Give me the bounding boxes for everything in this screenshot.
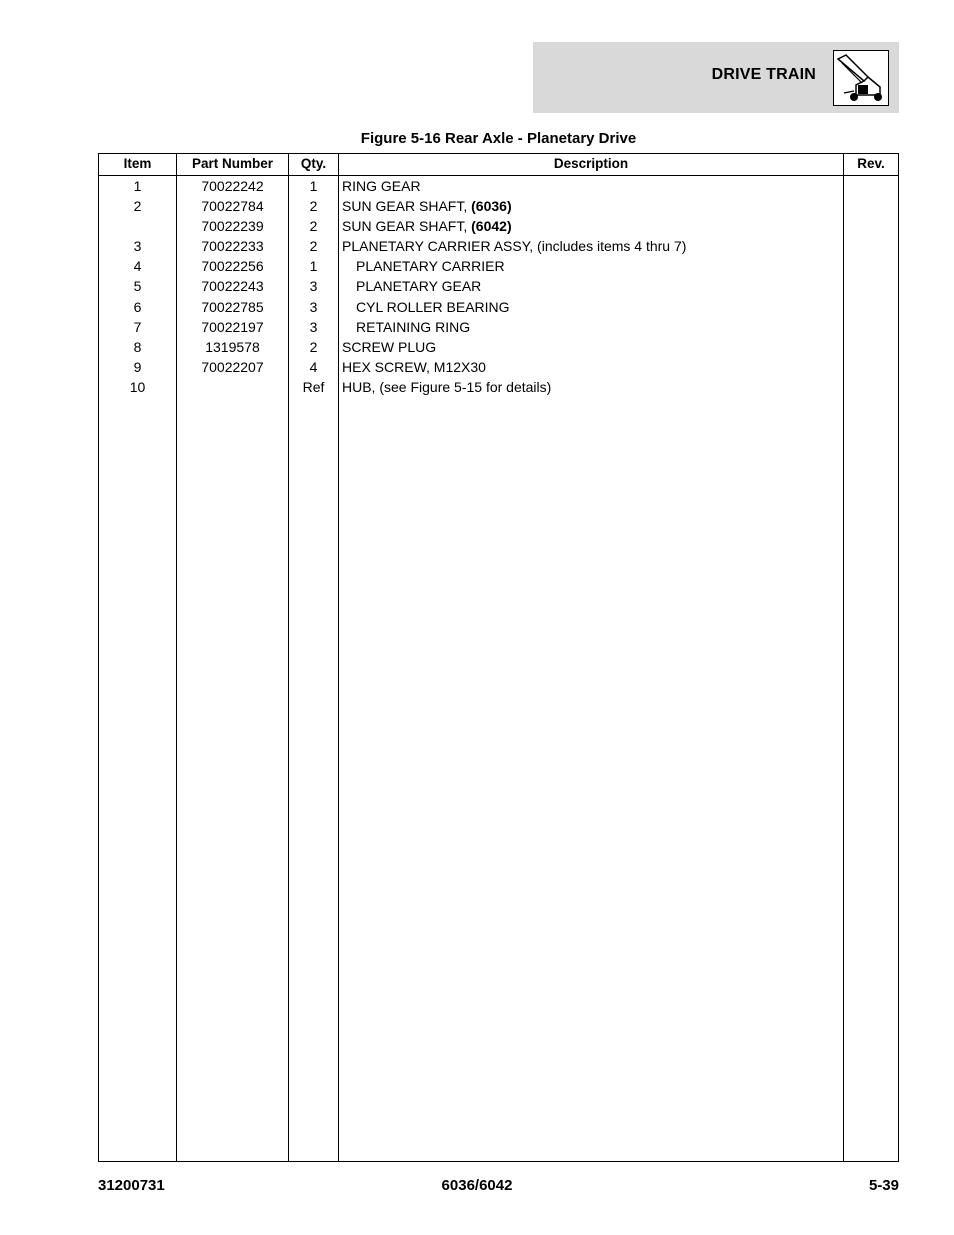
qty-cell: 3 <box>309 298 318 315</box>
qty-cell: 2 <box>309 338 318 355</box>
description-text: HEX SCREW, M12X30 <box>342 358 486 375</box>
description-text: SCREW PLUG <box>342 338 437 355</box>
description-text: PLANETARY GEAR <box>356 278 482 295</box>
description-text: PLANETARY CARRIER ASSY, (includes items 4 thru 7) <box>342 238 687 255</box>
description-text: PLANETARY CARRIER <box>356 258 505 275</box>
section-title: DRIVE TRAIN <box>711 66 816 83</box>
description-cell <box>342 176 842 196</box>
part-number-cell: 70022197 <box>201 318 264 335</box>
machine-icon <box>833 50 889 106</box>
part-number-cell: 70022239 <box>201 218 264 235</box>
part-number-cell: 70022242 <box>201 178 264 194</box>
item-cell: 8 <box>133 338 142 355</box>
table-row <box>99 317 898 337</box>
description-cell <box>342 216 842 236</box>
table-row <box>99 377 898 397</box>
part-number-cell: 70022785 <box>201 298 264 315</box>
description-text: RETAINING RING <box>356 318 471 335</box>
qty-cell: 3 <box>309 278 318 295</box>
item-cell: 7 <box>133 318 142 335</box>
item-cell: 9 <box>133 358 142 375</box>
table-row <box>99 196 898 216</box>
qty-cell: 4 <box>309 358 318 375</box>
qty-cell: 3 <box>309 318 318 335</box>
description-cell <box>342 357 842 377</box>
part-number-cell: 70022243 <box>201 278 264 295</box>
table-row <box>99 236 898 256</box>
description-cell <box>342 236 842 256</box>
description-cell <box>342 337 842 357</box>
description-text: RING GEAR <box>342 178 421 194</box>
part-number-cell: 70022207 <box>201 358 264 375</box>
parts-table <box>98 153 899 1162</box>
qty-cell: 1 <box>309 178 318 194</box>
table-row <box>99 337 898 357</box>
table-row <box>99 357 898 377</box>
qty-cell: Ref <box>302 378 325 395</box>
table-row <box>99 276 898 296</box>
part-number-cell: 1319578 <box>205 338 260 355</box>
description-cell <box>342 317 856 337</box>
column-header-part-number: Part Number <box>191 156 274 171</box>
description-text: CYL ROLLER BEARING <box>356 298 510 315</box>
item-cell: 3 <box>133 238 142 255</box>
model-number: 6036/6042 <box>441 1177 513 1194</box>
part-number-cell: 70022256 <box>201 258 264 275</box>
item-cell: 5 <box>133 278 142 295</box>
description-text: SUN GEAR SHAFT, <box>342 218 472 235</box>
item-cell: 2 <box>133 198 142 215</box>
part-number-cell: 70022784 <box>201 198 264 215</box>
column-header-qty: Qty. <box>300 156 327 171</box>
document-number: 31200731 <box>98 1177 165 1194</box>
table-body <box>99 176 898 397</box>
item-cell: 4 <box>133 258 142 275</box>
part-number-cell: 70022233 <box>201 238 264 255</box>
table-row <box>99 176 898 196</box>
qty-cell: 1 <box>309 258 318 275</box>
item-cell: 6 <box>133 298 142 315</box>
description-text: SUN GEAR SHAFT, <box>342 198 472 215</box>
qty-cell: 2 <box>309 198 318 215</box>
figure-title: Figure 5-16 Rear Axle - Planetary Drive <box>360 130 637 147</box>
description-cell <box>342 377 842 397</box>
column-header-rev: Rev. <box>857 156 885 171</box>
table-row <box>99 216 898 236</box>
table-row <box>99 256 898 276</box>
description-text: HUB, (see Figure 5-15 for details) <box>342 378 552 395</box>
column-header-item: Item <box>123 156 152 171</box>
item-cell: 1 <box>133 178 142 194</box>
description-model: (6036) <box>471 198 512 215</box>
table-row <box>99 297 898 317</box>
description-cell <box>342 297 856 317</box>
description-cell <box>342 276 856 296</box>
qty-cell: 2 <box>309 218 318 235</box>
page-number: 5-39 <box>868 1177 899 1194</box>
item-cell: 10 <box>129 378 146 395</box>
description-model: (6042) <box>471 218 512 235</box>
qty-cell: 2 <box>309 238 318 255</box>
description-cell <box>342 256 856 276</box>
description-cell <box>342 196 842 216</box>
section-header <box>533 42 899 113</box>
column-header-description: Description <box>553 156 629 171</box>
